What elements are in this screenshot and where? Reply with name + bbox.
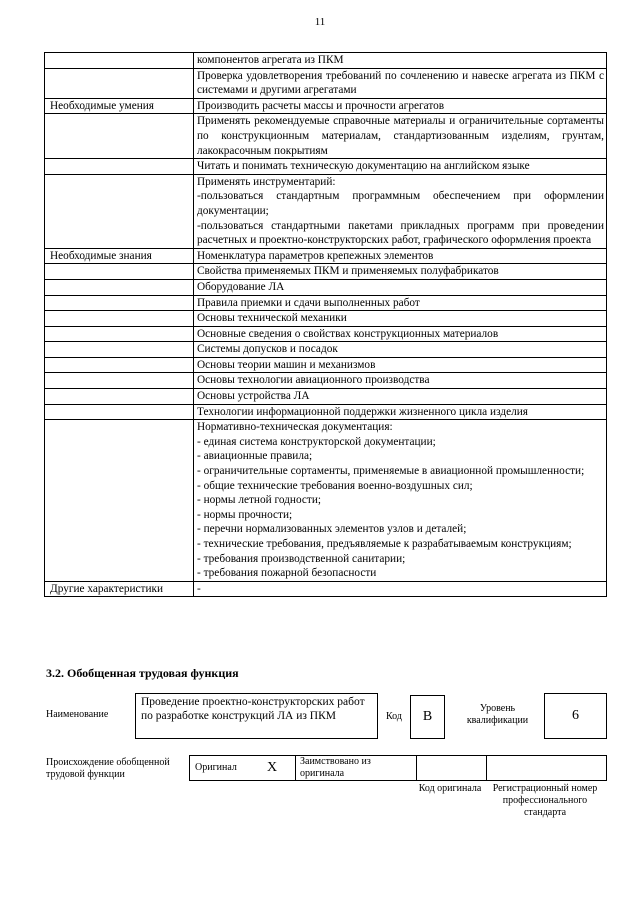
original-mark: X <box>266 760 278 775</box>
row-label <box>45 342 194 358</box>
table-row <box>45 404 607 420</box>
row-value: Системы допусков и посадок <box>194 342 607 358</box>
code-label: Код <box>386 711 402 722</box>
row-value: Номенклатура параметров крепежных элементов <box>194 248 607 264</box>
row-value <box>194 420 607 582</box>
row-label: Другие характеристики <box>45 581 194 597</box>
level-value-box: 6 <box>544 693 607 739</box>
name-label: Наименование <box>46 709 109 720</box>
table-row <box>45 248 607 264</box>
row-label: Необходимые умения <box>45 98 194 114</box>
row-value: Проверка удовлетворения требований по сочленению и навеске агрегата из ПКМ с системами и другими агрегатами <box>194 68 607 98</box>
row-value-line: Нормативно-техническая документация: <box>197 421 393 434</box>
row-value-line: - требования производственной санитарии; <box>197 552 406 565</box>
row-label <box>45 114 194 159</box>
row-label <box>45 279 194 295</box>
table-row <box>45 389 607 405</box>
row-value-line: -пользоваться стандартным программным обеспечением при оформлении документации; <box>197 190 604 217</box>
row-value: Основы технологии авиационного производства <box>194 373 607 389</box>
table-row <box>45 98 607 114</box>
row-value-line: - требования пожарной безопасности <box>197 567 377 580</box>
row-value-line: - общие технические требования военно-воздушных сил; <box>197 479 473 492</box>
table-row <box>45 114 607 159</box>
row-label <box>45 389 194 405</box>
row-value: Производить расчеты массы и прочности агрегатов <box>194 98 607 114</box>
row-label <box>45 420 194 582</box>
origin-row <box>189 755 607 781</box>
section-title: 3.2. Обобщенная трудовая функция <box>46 666 239 680</box>
row-value: Основы технической механики <box>194 311 607 327</box>
requirements-table <box>44 52 607 597</box>
reg-number-caption: Регистрационный номер профессионального стандарта <box>492 783 598 818</box>
row-value: - <box>194 581 607 597</box>
borrowed-label: Заимствовано из оригинала <box>300 756 371 779</box>
row-label <box>45 264 194 280</box>
level-label: Уровень квалификации <box>466 703 529 726</box>
row-label <box>45 295 194 311</box>
row-label: Необходимые знания <box>45 248 194 264</box>
row-value: Применять рекомендуемые справочные материалы и ограничительные сортаменты по конструкционным материалам, стандартизованным изделиям, грунтам, лакокрасочным покрытиям <box>194 114 607 159</box>
table-row <box>45 342 607 358</box>
row-value-line: - ограничительные сортаменты, применяемые в авиационной промышленности; <box>197 465 585 478</box>
row-value-line: - нормы летной годности; <box>197 494 322 507</box>
table-row <box>45 373 607 389</box>
table-row <box>45 311 607 327</box>
row-value <box>194 174 607 248</box>
row-value-line: Применять инструментарий: <box>197 175 336 188</box>
row-value: Основы устройства ЛА <box>194 389 607 405</box>
row-value-line: -пользоваться стандартными пакетами прикладных программ при проведении расчетных и проектно-конструкторских работ, графического оформления проекта <box>197 219 604 247</box>
table-row <box>45 264 607 280</box>
row-label <box>45 311 194 327</box>
row-label <box>45 357 194 373</box>
row-value: Оборудование ЛА <box>194 279 607 295</box>
table-row <box>45 68 607 98</box>
row-label <box>45 174 194 248</box>
row-value-line: - технические требования, предъявляемые к разрабатываемым конструкциям; <box>197 538 572 550</box>
row-label <box>45 68 194 98</box>
row-label <box>45 373 194 389</box>
row-value-line: - перечни нормализованных элементов узлов и деталей; <box>197 523 467 536</box>
row-value: Технологии информационной поддержки жизненного цикла изделия <box>194 404 607 420</box>
row-value: Основные сведения о свойствах конструкционных материалов <box>194 326 607 342</box>
table-row <box>45 326 607 342</box>
function-name-box: Проведение проектно-конструкторских работ по разработке конструкций ЛА из ПКМ <box>135 693 378 739</box>
table-row <box>45 53 607 69</box>
code-original-caption: Код оригинала <box>418 783 482 794</box>
row-label <box>45 404 194 420</box>
row-value: компонентов агрегата из ПКМ <box>194 53 607 69</box>
origin-label: Происхождение обобщенной трудовой функции <box>46 757 170 780</box>
row-label <box>45 159 194 175</box>
table-row <box>45 581 607 597</box>
table-row <box>45 420 607 582</box>
table-row <box>45 295 607 311</box>
row-value-line: - авиационные правила; <box>197 450 313 463</box>
row-label <box>45 53 194 69</box>
code-value-box: B <box>410 695 445 739</box>
row-value: Правила приемки и сдачи выполненных работ <box>194 295 607 311</box>
table-row <box>45 159 607 175</box>
table-row <box>45 357 607 373</box>
row-label <box>45 326 194 342</box>
row-value-line: - единая система конструкторской документации; <box>197 435 436 448</box>
table-row <box>45 174 607 248</box>
row-value: Читать и понимать техническую документацию на английском языке <box>194 159 607 175</box>
page-number: 11 <box>314 16 326 28</box>
row-value: Свойства применяемых ПКМ и применяемых полуфабрикатов <box>194 264 607 280</box>
original-label: Оригинал <box>195 762 237 773</box>
table-row <box>45 279 607 295</box>
row-value: Основы теории машин и механизмов <box>194 357 607 373</box>
row-value-line: - нормы прочности; <box>197 508 293 521</box>
